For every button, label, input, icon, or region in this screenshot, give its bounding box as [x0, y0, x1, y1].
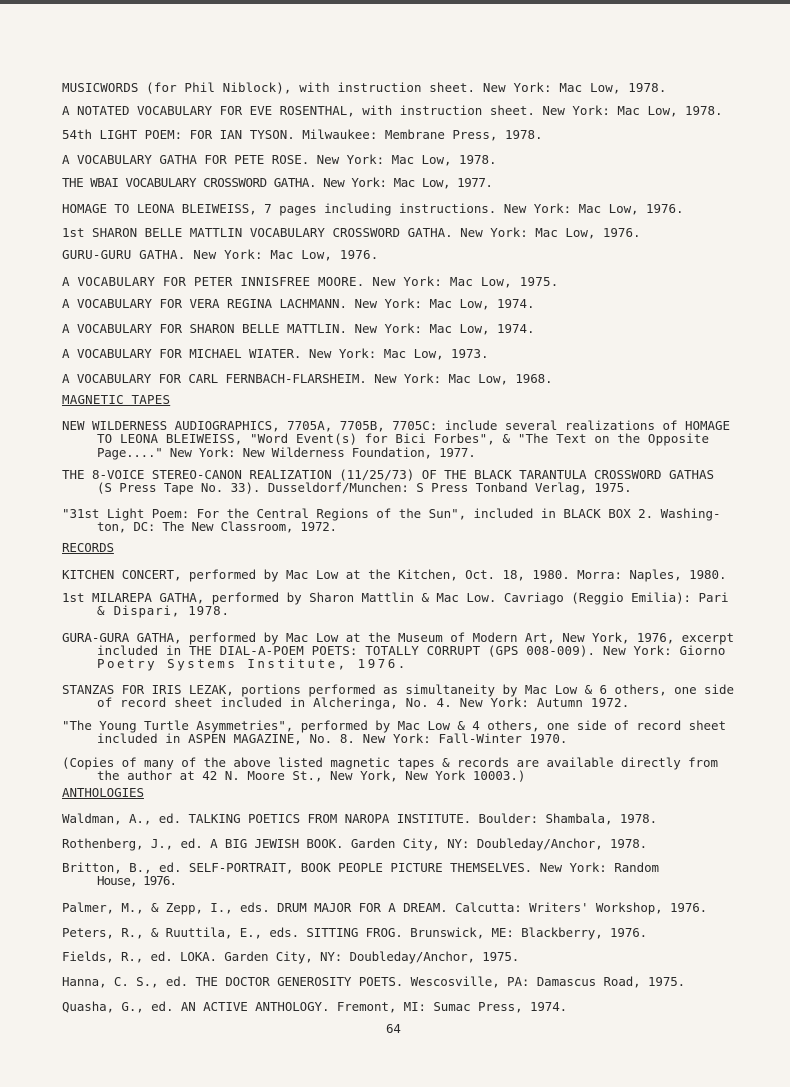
bibliography-entry: THE 8-VOICE STEREO-CANON REALIZATION (11/25/73) OF THE BLACK TARANTULA CROSSWORD GATHAS	[62, 467, 714, 482]
bibliography-entry: A NOTATED VOCABULARY FOR EVE ROSENTHAL, with instruction sheet. New York: Mac Low, 1978.	[62, 103, 723, 118]
bibliography-entry-continuation: ton, DC: The New Classroom, 1972.	[97, 519, 337, 534]
bibliography-entry-continuation: (S Press Tape No. 33). Dusseldorf/Munchen: S Press Tonband Verlag, 1975.	[97, 480, 632, 495]
section-heading: RECORDS	[62, 540, 114, 555]
bibliography-entry: Britton, B., ed. SELF-PORTRAIT, BOOK PEOPLE PICTURE THEMSELVES. New York: Random	[62, 860, 660, 875]
page-number: 64	[386, 1021, 401, 1036]
bibliography-entry: STANZAS FOR IRIS LEZAK, portions performed as simultaneity by Mac Low & 6 others, one side	[62, 682, 734, 697]
bibliography-entry: A VOCABULARY FOR SHARON BELLE MATTLIN. New York: Mac Low, 1974.	[62, 321, 535, 336]
bibliography-entry-continuation: the author at 42 N. Moore St., New York, New York 10003.)	[97, 768, 526, 783]
bibliography-entry: MUSICWORDS (for Phil Niblock), with instruction sheet. New York: Mac Low, 1978.	[62, 80, 667, 95]
bibliography-entry-continuation: & Dispari, 1978.	[97, 603, 230, 618]
bibliography-entry-continuation: Poetry Systems Institute, 1976.	[97, 656, 408, 671]
section-heading: MAGNETIC TAPES	[62, 392, 171, 407]
bibliography-entry: (Copies of many of the above listed magnetic tapes & records are available directly from	[62, 755, 718, 770]
bibliography-entry: 54th LIGHT POEM: FOR IAN TYSON. Milwaukee: Membrane Press, 1978.	[62, 127, 543, 142]
bibliography-entry-continuation: Page...." New York: New Wilderness Foundation, 1977.	[97, 445, 476, 460]
bibliography-entry: "31st Light Poem: For the Central Regions of the Sun", included in BLACK BOX 2. Washing-	[62, 506, 721, 521]
bibliography-entry-continuation: TO LEONA BLEIWEISS, "Word Event(s) for Bici Forbes", & "The Text on the Opposite	[97, 431, 710, 446]
bibliography-entry-continuation: of record sheet included in Alcheringa, No. 4. New York: Autumn 1972.	[97, 695, 630, 710]
bibliography-entry: A VOCABULARY FOR VERA REGINA LACHMANN. New York: Mac Low, 1974.	[62, 296, 535, 311]
bibliography-entry: KITCHEN CONCERT, performed by Mac Low at the Kitchen, Oct. 18, 1980. Morra: Naples, 1980.	[62, 567, 727, 582]
bibliography-entry: Quasha, G., ed. AN ACTIVE ANTHOLOGY. Fremont, MI: Sumac Press, 1974.	[62, 999, 568, 1014]
section-heading: ANTHOLOGIES	[62, 785, 144, 800]
bibliography-entry-continuation: included in ASPEN MAGAZINE, No. 8. New York: Fall-Winter 1970.	[97, 731, 568, 746]
bibliography-entry: 1st SHARON BELLE MATTLIN VOCABULARY CROSSWORD GATHA. New York: Mac Low, 1976.	[62, 225, 641, 240]
bibliography-entry-continuation: included in THE DIAL-A-POEM POETS: TOTALLY CORRUPT (GPS 008-009). New York: Giorno	[97, 643, 726, 658]
bibliography-entry: A VOCABULARY FOR MICHAEL WIATER. New York: Mac Low, 1973.	[62, 346, 489, 361]
bibliography-entry: Palmer, M., & Zepp, I., eds. DRUM MAJOR FOR A DREAM. Calcutta: Writers' Workshop, 1976.	[62, 900, 708, 915]
bibliography-entry: THE WBAI VOCABULARY CROSSWORD GATHA. New York: Mac Low, 1977.	[62, 175, 493, 190]
bibliography-entry: Peters, R., & Ruuttila, E., eds. SITTING FROG. Brunswick, ME: Blackberry, 1976.	[62, 925, 648, 940]
bibliography-entry-continuation: House, 1976.	[97, 873, 177, 888]
bibliography-entry: A VOCABULARY FOR PETER INNISFREE MOORE. New York: Mac Low, 1975.	[62, 274, 559, 289]
bibliography-entry: Hanna, C. S., ed. THE DOCTOR GENEROSITY POETS. Wescosville, PA: Damascus Road, 1975.	[62, 974, 686, 989]
bibliography-entry: GURA-GURA GATHA, performed by Mac Low at the Museum of Modern Art, New York, 1976, excerpt	[62, 630, 734, 645]
bibliography-entry: HOMAGE TO LEONA BLEIWEISS, 7 pages including instructions. New York: Mac Low, 1976.	[62, 201, 684, 216]
bibliography-entry: "The Young Turtle Asymmetries", performed by Mac Low & 4 others, one side of record sheet	[62, 718, 726, 733]
bibliography-entry: 1st MILAREPA GATHA, performed by Sharon Mattlin & Mac Low. Cavriago (Reggio Emilia): Pari	[62, 590, 729, 605]
bibliography-entry: A VOCABULARY FOR CARL FERNBACH-FLARSHEIM. New York: Mac Low, 1968.	[62, 371, 553, 386]
bibliography-entry: NEW WILDERNESS AUDIOGRAPHICS, 7705A, 7705B, 7705C: include several realizations of HOMAGE	[62, 418, 731, 433]
bibliography-entry: Fields, R., ed. LOKA. Garden City, NY: Doubleday/Anchor, 1975.	[62, 949, 520, 964]
bibliography-entry: Rothenberg, J., ed. A BIG JEWISH BOOK. Garden City, NY: Doubleday/Anchor, 1978.	[62, 836, 648, 851]
bibliography-entry: GURU-GURU GATHA. New York: Mac Low, 1976.	[62, 247, 379, 262]
bibliography-entry: Waldman, A., ed. TALKING POETICS FROM NAROPA INSTITUTE. Boulder: Shambala, 1978.	[62, 811, 658, 826]
bibliography-entry: A VOCABULARY GATHA FOR PETE ROSE. New York: Mac Low, 1978.	[62, 152, 497, 167]
